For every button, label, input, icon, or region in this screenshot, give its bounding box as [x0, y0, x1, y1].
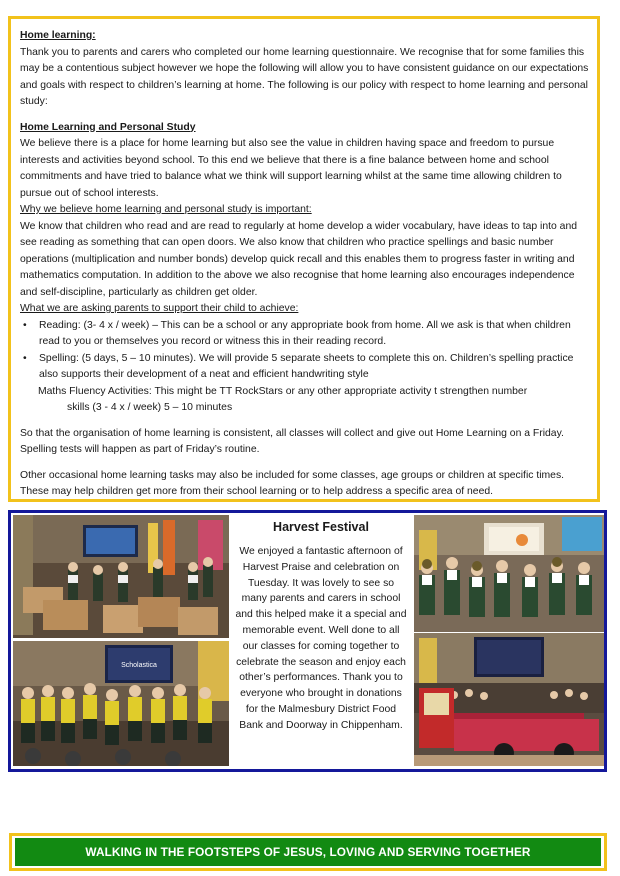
- harvest-photo-bottom-right: [414, 633, 604, 766]
- home-learning-section: [8, 16, 600, 502]
- harvest-body: We enjoyed a fantastic afternoon of Harvest Praise and celebration on Tuesday. It was lovely to see so many parents and carers in school and this helped make it a special and memorable event. Well done to all our classes for coming together to celebrate the season and enjoy each other’s performances. Thank you to everyone who brought in donations for the Malmesbury District Food Bank and Doorway in Chippenham.: [235, 546, 407, 731]
- policy-heading: Home Learning and Personal Study: [20, 121, 196, 133]
- bullet-marker: •: [23, 319, 27, 331]
- home-learning-heading: Home learning:: [20, 30, 96, 41]
- footer-motto-text: WALKING IN THE FOOTSTEPS OF JESUS, LOVING AND SERVING TOGETHER: [15, 838, 601, 866]
- harvest-photo-top-right: [414, 515, 604, 632]
- maths-fluency-line-2: skills (3 - 4 x / week) 5 – 10 minutes: [67, 402, 233, 413]
- asking-heading: What we are asking parents to support their child to achieve:: [20, 303, 299, 314]
- bullet-marker: •: [23, 352, 27, 364]
- harvest-article: [231, 515, 411, 734]
- spacer: [20, 111, 589, 120]
- harvest-photo-top-left: [13, 515, 229, 638]
- policy-text: We believe there is a place for home learning but also see the value in children having space and freedom to pursue interests and activities beyond school. To this end we believe that there is a fine balance between home and school commitments and have tried to balance what we think will support learning whilst at the same time allowing children to pursue out of school interests.: [20, 138, 562, 199]
- bullet-reading: [20, 318, 589, 351]
- why-text: We know that children who read and are read to regularly at home develop a wider vocabulary, have ideas to tap into and see reading as something that can open doors. We also know that children who practice spellings and basic number operations (multiplication and number bonds) develop quick recall and this enables them to progress faster in writing and mathematics computation. In addition to the above we also recognise that home learning also encourages independence and self-discipline, particularly as children get older.: [20, 220, 578, 298]
- spacer: [20, 417, 589, 426]
- bullet-spelling-text: Spelling: (5 days, 5 – 10 minutes). We will provide 5 separate sheets to complete this on. Children’s spelling practice also supports their development of a neat and efficient handwriting style: [39, 352, 574, 380]
- harvest-title: Harvest Festival: [273, 520, 369, 534]
- bullet-spelling: [20, 351, 589, 384]
- harvest-festival-section: [8, 510, 607, 772]
- organisation-text: So that the organisation of home learning is consistent, all classes will collect and give out Home Learning on a Friday. Spelling tests will happen as part of Friday’s routine.: [20, 427, 564, 455]
- spacer: [20, 459, 589, 468]
- maths-fluency-line: Maths Fluency Activities: This might be TT RockStars or any other appropriate activity t strengthen number: [38, 385, 528, 397]
- footer-motto-banner: [9, 833, 607, 871]
- home-learning-intro: Thank you to parents and carers who completed our home learning questionnaire. We recognise that for some families this may be a contentious subject however we hope the following will allow you to have consistent guidance on our expectations and goals with respect to children’s learning at home. The following is our policy with respect to home learning and personal study:: [20, 46, 589, 107]
- bullet-reading-text: Reading: (3- 4 x / week) – This can be a school or any appropriate book from home. All we ask is that when children read to you or themselves you record or witness this in their reading record.: [39, 319, 571, 347]
- why-heading: Why we believe home learning and personal study is important:: [20, 204, 312, 215]
- harvest-photo-bottom-left: [13, 641, 229, 766]
- photo-screen-text: Scholastica: [121, 662, 157, 669]
- other-tasks-text: Other occasional home learning tasks may also be included for some classes, age groups or children at specific times. These may help children get more from their school learning or to help address a specific area of need.: [20, 469, 565, 497]
